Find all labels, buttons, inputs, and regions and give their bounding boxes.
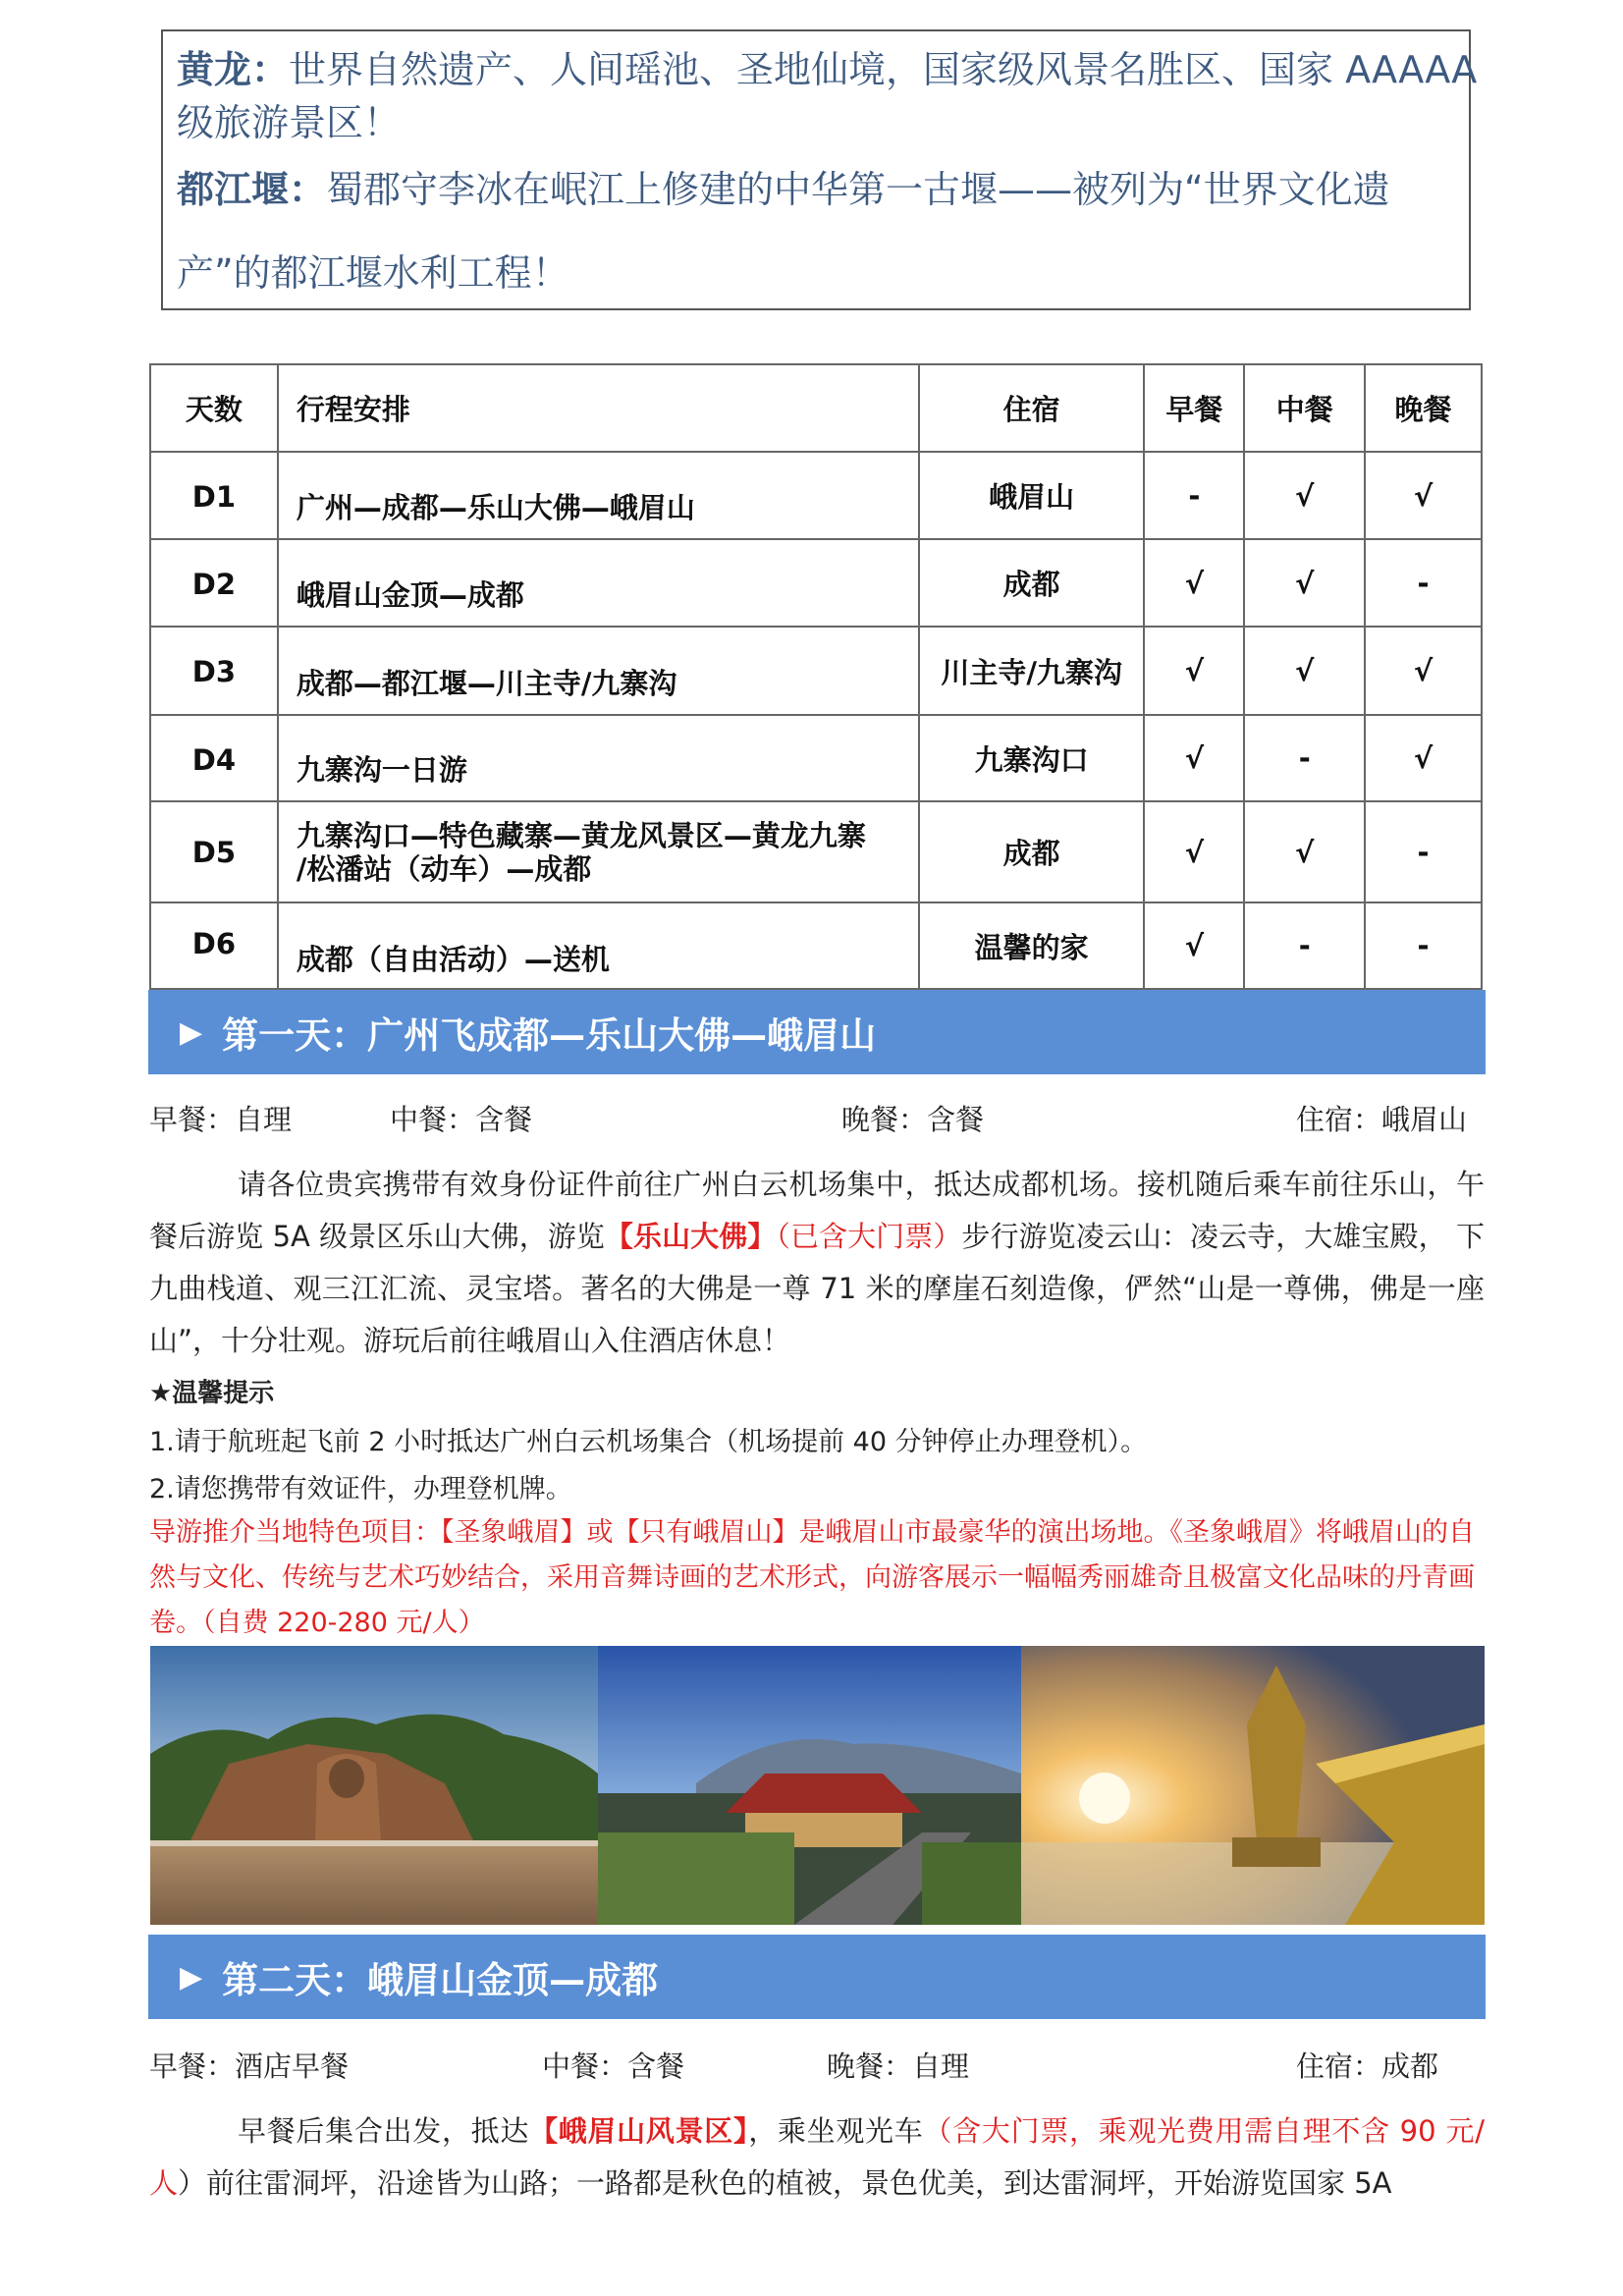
row-plan-line-2: /松潘站（动车）—成都: [296, 851, 592, 886]
dujiangyan-line: [177, 159, 1390, 213]
day2-description: [149, 2105, 1485, 2210]
row-stay: 成都: [919, 539, 1145, 627]
table-row: [150, 539, 1482, 627]
header-plan: 行程安排: [278, 364, 919, 452]
day1-desc-b: 步行游览凌云山：凌云寺，大雄宝殿， 下九曲栈道、观三江汇流、灵宝塔。著名的大佛是一尊 71 米的摩崖石刻造像，俨然“山是一尊佛，佛是一座山”，十分壮观。游玩后前往峨眉山入住酒店休息！: [149, 1220, 1485, 1357]
row-lunch: √: [1244, 539, 1365, 627]
table-header-row: [150, 364, 1482, 452]
header-day: 天数: [150, 364, 278, 452]
day1-tip-2: 2.请您携带有效证件，办理登机牌。: [149, 1474, 572, 1504]
row-dinner: √: [1365, 715, 1482, 801]
day2-title: 第二天：峨眉山金顶—成都: [222, 1959, 659, 2001]
row-plan: [278, 801, 919, 902]
row-dinner: -: [1365, 801, 1482, 902]
day2-breakfast: 早餐：酒店早餐: [149, 2050, 350, 2083]
day1-description: [149, 1159, 1485, 1367]
huanglong-label: 黄龙：: [177, 48, 290, 91]
row-plan: 九寨沟一日游: [278, 715, 919, 801]
row-day: D4: [150, 715, 278, 801]
row-stay: 温馨的家: [919, 902, 1145, 989]
dujiangyan-text: 蜀郡守李冰在岷江上修建的中华第一古堰——被列为“世界文化遗: [326, 168, 1390, 211]
day1-breakfast: 早餐：自理: [149, 1103, 293, 1136]
itinerary-table: [149, 363, 1483, 990]
header-stay: 住宿: [919, 364, 1145, 452]
header-breakfast: 早餐: [1144, 364, 1244, 452]
table-row: [150, 902, 1482, 989]
day1-dinner: 晚餐：含餐: [841, 1103, 985, 1136]
row-lunch: -: [1244, 715, 1365, 801]
row-plan: 成都（自由活动）—送机: [278, 902, 919, 989]
row-breakfast: √: [1144, 539, 1244, 627]
row-stay: 川主寺/九寨沟: [919, 627, 1145, 715]
day2-desc-c: ）前往雷洞坪，沿途皆为山路；一路都是秋色的植被，景色优美，到达雷洞坪，开始游览国家 5A: [178, 2166, 1392, 2200]
table-row: [150, 627, 1482, 715]
row-breakfast: √: [1144, 627, 1244, 715]
row-stay: 峨眉山: [919, 452, 1145, 539]
day1-section-header: [148, 990, 1486, 1074]
row-dinner: -: [1365, 539, 1482, 627]
row-day: D2: [150, 539, 278, 627]
day1-meals-row: [149, 1098, 1485, 1137]
day1-title: 第一天：广州飞成都—乐山大佛—峨眉山: [222, 1014, 877, 1057]
row-lunch: √: [1244, 627, 1365, 715]
day2-section-header: [148, 1935, 1486, 2019]
day2-stay: 住宿：成都: [1296, 2050, 1439, 2083]
day2-dinner: 晚餐：自理: [827, 2050, 970, 2083]
dujiangyan-line-2: 产”的都江堰水利工程！: [177, 251, 569, 295]
huanglong-line: [177, 39, 1477, 93]
row-breakfast: √: [1144, 715, 1244, 801]
day1-desc-highlight: 【乐山大佛】: [604, 1220, 777, 1253]
table-row: [150, 801, 1482, 902]
day2-meals-row: [149, 2045, 1485, 2084]
day1-rec-label: 导游推介当地特色项目：: [149, 1517, 441, 1548]
row-stay: 九寨沟口: [919, 715, 1145, 801]
row-day: D6: [150, 902, 278, 989]
day1-recommendation: [149, 1510, 1487, 1646]
row-plan: 广州—成都—乐山大佛—峨眉山: [278, 452, 919, 539]
row-lunch: √: [1244, 801, 1365, 902]
huanglong-line-2: 级旅游景区！: [177, 101, 402, 144]
dujiangyan-label: 都江堰：: [177, 168, 327, 211]
day1-stay: 住宿：峨眉山: [1296, 1103, 1468, 1136]
row-day: D5: [150, 801, 278, 902]
row-breakfast: √: [1144, 801, 1244, 902]
row-plan: 峨眉山金顶—成都: [278, 539, 919, 627]
row-plan: 成都—都江堰—川主寺/九寨沟: [278, 627, 919, 715]
day1-tip-title: ★温馨提示: [149, 1379, 275, 1408]
day1-desc-red: （已含大门票）: [776, 1220, 962, 1253]
leshan-buddha-photo: [150, 1646, 598, 1925]
row-breakfast: -: [1144, 452, 1244, 539]
row-dinner: √: [1365, 627, 1482, 715]
row-dinner: √: [1365, 452, 1482, 539]
day2-desc-b: ，乘坐观光车: [748, 2114, 924, 2148]
golden-summit-photo: [1021, 1646, 1485, 1925]
day2-desc-highlight: 【峨眉山风景区】: [529, 2114, 749, 2148]
day1-tip-1: 1.请于航班起飞前 2 小时抵达广州白云机场集合（机场提前 40 分钟停止办理登机）。: [149, 1427, 1148, 1457]
intro-box: [161, 29, 1478, 310]
play-triangle-icon: ▶: [180, 1959, 203, 1995]
day1-rec-text: 【圣象峨眉】或【只有峨眉山】是峨眉山市最豪华的演出场地。《圣象峨眉》将峨眉山的自然与文化、传统与艺术巧妙结合，采用音舞诗画的艺术形式，向游客展示一幅幅秀丽雄奇且极富文化品味的丹青画卷。（自费 220-280 元/人）: [149, 1517, 1475, 1638]
row-lunch: √: [1244, 452, 1365, 539]
huanglong-text: 世界自然遗产、人间瑶池、圣地仙境，国家级风景名胜区、国家 AAAAA: [289, 48, 1478, 91]
row-lunch: -: [1244, 902, 1365, 989]
emei-town-photo: [598, 1646, 1021, 1925]
day1-lunch: 中餐：含餐: [390, 1103, 533, 1136]
row-breakfast: √: [1144, 902, 1244, 989]
row-plan-line-1: 九寨沟口—特色藏寨—黄龙风景区—黄龙九寨: [296, 818, 866, 852]
play-triangle-icon: ▶: [180, 1014, 203, 1050]
table-row: [150, 715, 1482, 801]
row-stay: 成都: [919, 801, 1145, 902]
day2-desc-a: 早餐后集合出发，抵达: [238, 2114, 530, 2148]
day2-desc-red: （含大门票，乘观光费用需自理不含 90 元/人: [149, 2114, 1485, 2200]
header-dinner: 晚餐: [1365, 364, 1482, 452]
row-day: D3: [150, 627, 278, 715]
table-row: [150, 452, 1482, 539]
day2-lunch: 中餐：含餐: [542, 2050, 685, 2083]
day1-desc-a: 请各位贵宾携带有效身份证件前往广州白云机场集中，抵达成都机场。接机随后乘车前往乐山，午餐后游览 5A 级景区乐山大佛，游览: [149, 1168, 1485, 1253]
header-lunch: 中餐: [1244, 364, 1365, 452]
row-dinner: -: [1365, 902, 1482, 989]
row-day: D1: [150, 452, 278, 539]
